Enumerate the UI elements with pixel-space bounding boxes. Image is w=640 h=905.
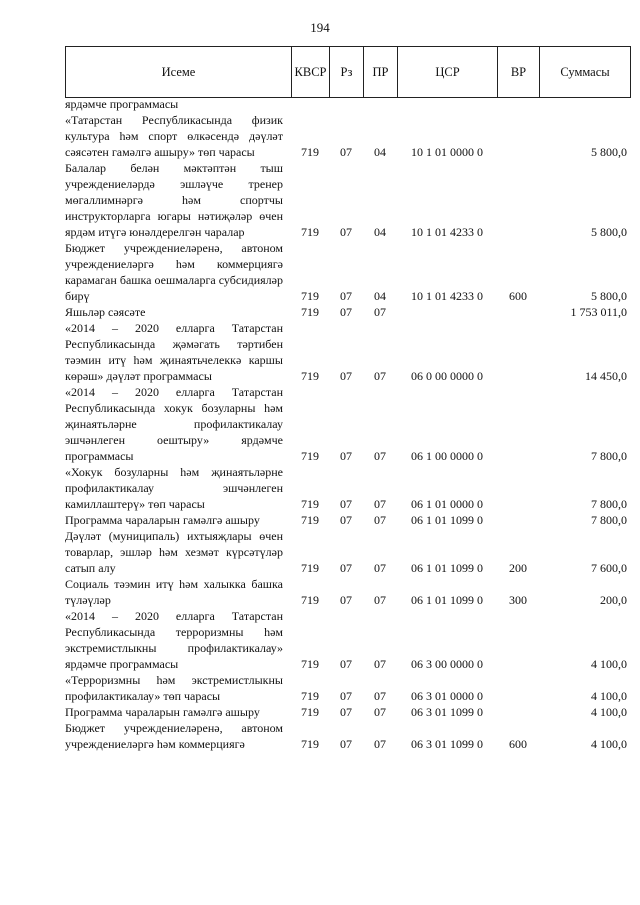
row-vr: 200 bbox=[509, 561, 527, 575]
row-rz: 07 bbox=[340, 513, 352, 527]
row-pr: 07 bbox=[374, 561, 386, 575]
row-rz: 07 bbox=[340, 289, 352, 303]
row-sum: 200,0 bbox=[600, 593, 627, 607]
row-rz: 07 bbox=[340, 593, 352, 607]
table-row bbox=[65, 112, 631, 160]
row-rz: 07 bbox=[340, 145, 352, 159]
row-name: Бюджет учреждениеләренә, автоном учреждениеләргә һәм коммерциягә карамаган башка оешмаларга субсидияләр бирү bbox=[65, 241, 283, 303]
row-csr: 06 3 01 1099 0 bbox=[411, 705, 483, 719]
table-row bbox=[65, 464, 631, 512]
row-pr: 04 bbox=[374, 289, 386, 303]
row-sum: 1 753 011,0 bbox=[570, 305, 627, 319]
row-rz: 07 bbox=[340, 497, 352, 511]
table-row bbox=[65, 304, 631, 320]
row-sum: 4 100,0 bbox=[591, 657, 627, 671]
row-rz: 07 bbox=[340, 305, 352, 319]
row-csr: 06 1 01 1099 0 bbox=[411, 513, 483, 527]
page-number: 194 bbox=[310, 20, 330, 35]
row-rz: 07 bbox=[340, 449, 352, 463]
table-row bbox=[65, 512, 631, 528]
row-pr: 07 bbox=[374, 369, 386, 383]
header-pr: ПР bbox=[364, 47, 398, 97]
header-name: Исеме bbox=[66, 47, 292, 97]
row-csr: 06 3 01 1099 0 bbox=[411, 737, 483, 751]
table-body bbox=[65, 96, 631, 752]
row-kvsr: 719 bbox=[301, 449, 319, 463]
row-name: «Терроризмны һәм экстремистлыкны профилактикалау» төп чарасы bbox=[65, 673, 283, 703]
row-sum: 7 600,0 bbox=[591, 561, 627, 575]
row-sum: 14 450,0 bbox=[585, 369, 627, 383]
row-csr: 06 1 01 0000 0 bbox=[411, 497, 483, 511]
row-name: «2014 – 2020 елларга Татарстан Республикасында хокук бозуларны һәм җинаятьләрне профилактикалау эшчәнлеген оештыру» ярдәмче программасы bbox=[65, 385, 283, 463]
row-kvsr: 719 bbox=[301, 737, 319, 751]
row-kvsr: 719 bbox=[301, 497, 319, 511]
row-kvsr: 719 bbox=[301, 225, 319, 239]
row-pr: 07 bbox=[374, 513, 386, 527]
table-row bbox=[65, 528, 631, 576]
row-name: Бюджет учреждениеләренә, автоном учреждениеләргә һәм коммерциягә bbox=[65, 721, 283, 751]
row-name: Балалар белән мәктәптән тыш учреждениеләрдә эшләүче тренер мөгаллимнәргә һәм спортчы инструкторларга югары нәтиҗәләр өчен ярдәм итүгә юнәлдерелгән чаралар bbox=[65, 161, 283, 239]
table-row bbox=[65, 160, 631, 240]
row-name: Социаль тәэмин итү һәм халыкка башка түләүләр bbox=[65, 577, 283, 607]
row-pr: 07 bbox=[374, 689, 386, 703]
row-csr: 06 3 01 0000 0 bbox=[411, 689, 483, 703]
table-row bbox=[65, 320, 631, 384]
row-csr: 10 1 01 0000 0 bbox=[411, 145, 483, 159]
row-csr: 06 1 00 0000 0 bbox=[411, 449, 483, 463]
row-rz: 07 bbox=[340, 225, 352, 239]
row-pr: 07 bbox=[374, 497, 386, 511]
table-row bbox=[65, 384, 631, 464]
table-header bbox=[65, 46, 631, 98]
row-csr: 06 1 01 1099 0 bbox=[411, 561, 483, 575]
row-pr: 07 bbox=[374, 449, 386, 463]
row-csr: 10 1 01 4233 0 bbox=[411, 289, 483, 303]
table-row bbox=[65, 704, 631, 720]
row-vr: 600 bbox=[509, 737, 527, 751]
row-vr: 600 bbox=[509, 289, 527, 303]
row-csr: 10 1 01 4233 0 bbox=[411, 225, 483, 239]
row-name: Яшьләр сәясәте bbox=[65, 305, 146, 319]
row-sum: 4 100,0 bbox=[591, 737, 627, 751]
row-kvsr: 719 bbox=[301, 705, 319, 719]
table-row bbox=[65, 720, 631, 752]
header-kvsr: КВСР bbox=[292, 47, 330, 97]
row-name: Дәүләт (муниципаль) ихтыяҗлары өчен товарлар, эшләр һәм хезмәт күрсәтүләр сатып алу bbox=[65, 529, 283, 575]
row-csr: 06 0 00 0000 0 bbox=[411, 369, 483, 383]
table-row bbox=[65, 96, 631, 112]
row-vr: 300 bbox=[509, 593, 527, 607]
row-rz: 07 bbox=[340, 737, 352, 751]
row-kvsr: 719 bbox=[301, 689, 319, 703]
row-kvsr: 719 bbox=[301, 305, 319, 319]
row-kvsr: 719 bbox=[301, 513, 319, 527]
row-sum: 7 800,0 bbox=[591, 497, 627, 511]
row-kvsr: 719 bbox=[301, 289, 319, 303]
row-name: «Татарстан Республикасында физик культура һәм спорт өлкәсендә дәүләт сәясәтен гамәлгә ашыру» төп чарасы bbox=[65, 113, 283, 159]
row-kvsr: 719 bbox=[301, 145, 319, 159]
row-pr: 07 bbox=[374, 305, 386, 319]
row-sum: 7 800,0 bbox=[591, 449, 627, 463]
row-kvsr: 719 bbox=[301, 561, 319, 575]
row-sum: 7 800,0 bbox=[591, 513, 627, 527]
row-sum: 4 100,0 bbox=[591, 705, 627, 719]
row-name: Программа чараларын гамәлгә ашыру bbox=[65, 705, 260, 719]
row-kvsr: 719 bbox=[301, 657, 319, 671]
row-rz: 07 bbox=[340, 657, 352, 671]
row-csr: 06 3 00 0000 0 bbox=[411, 657, 483, 671]
row-kvsr: 719 bbox=[301, 369, 319, 383]
row-pr: 07 bbox=[374, 593, 386, 607]
row-pr: 07 bbox=[374, 737, 386, 751]
row-name: ярдәмче программасы bbox=[65, 97, 179, 111]
row-pr: 04 bbox=[374, 225, 386, 239]
table-row bbox=[65, 672, 631, 704]
row-pr: 04 bbox=[374, 145, 386, 159]
row-sum: 5 800,0 bbox=[591, 145, 627, 159]
row-rz: 07 bbox=[340, 689, 352, 703]
row-name: «2014 – 2020 елларга Татарстан Республикасында җәмәгать тәртибен тәэмин итү һәм җинаятьчелеккә каршы көрәш» дәүләт программасы bbox=[65, 321, 283, 383]
row-pr: 07 bbox=[374, 657, 386, 671]
row-csr: 06 1 01 1099 0 bbox=[411, 593, 483, 607]
table-row bbox=[65, 576, 631, 608]
row-rz: 07 bbox=[340, 561, 352, 575]
row-sum: 5 800,0 bbox=[591, 289, 627, 303]
row-kvsr: 719 bbox=[301, 593, 319, 607]
row-name: «2014 – 2020 елларга Татарстан Республикасында терроризмны һәм экстремистлыкны профилактикалау» ярдәмче программасы bbox=[65, 609, 283, 671]
header-sum: Суммасы bbox=[560, 64, 610, 79]
row-rz: 07 bbox=[340, 369, 352, 383]
row-name: «Хокук бозуларны һәм җинаятьләрне профилактикалау эшчәнлеген камиллаштерү» төп чарасы bbox=[65, 465, 283, 511]
header-csr: ЦСР bbox=[398, 47, 498, 97]
row-pr: 07 bbox=[374, 705, 386, 719]
table-row bbox=[65, 608, 631, 672]
row-name: Программа чараларын гамәлгә ашыру bbox=[65, 513, 260, 527]
row-sum: 5 800,0 bbox=[591, 225, 627, 239]
row-sum: 4 100,0 bbox=[591, 689, 627, 703]
header-vr: ВР bbox=[498, 47, 540, 97]
table-row bbox=[65, 240, 631, 304]
header-rz: Рз bbox=[330, 47, 364, 97]
row-rz: 07 bbox=[340, 705, 352, 719]
